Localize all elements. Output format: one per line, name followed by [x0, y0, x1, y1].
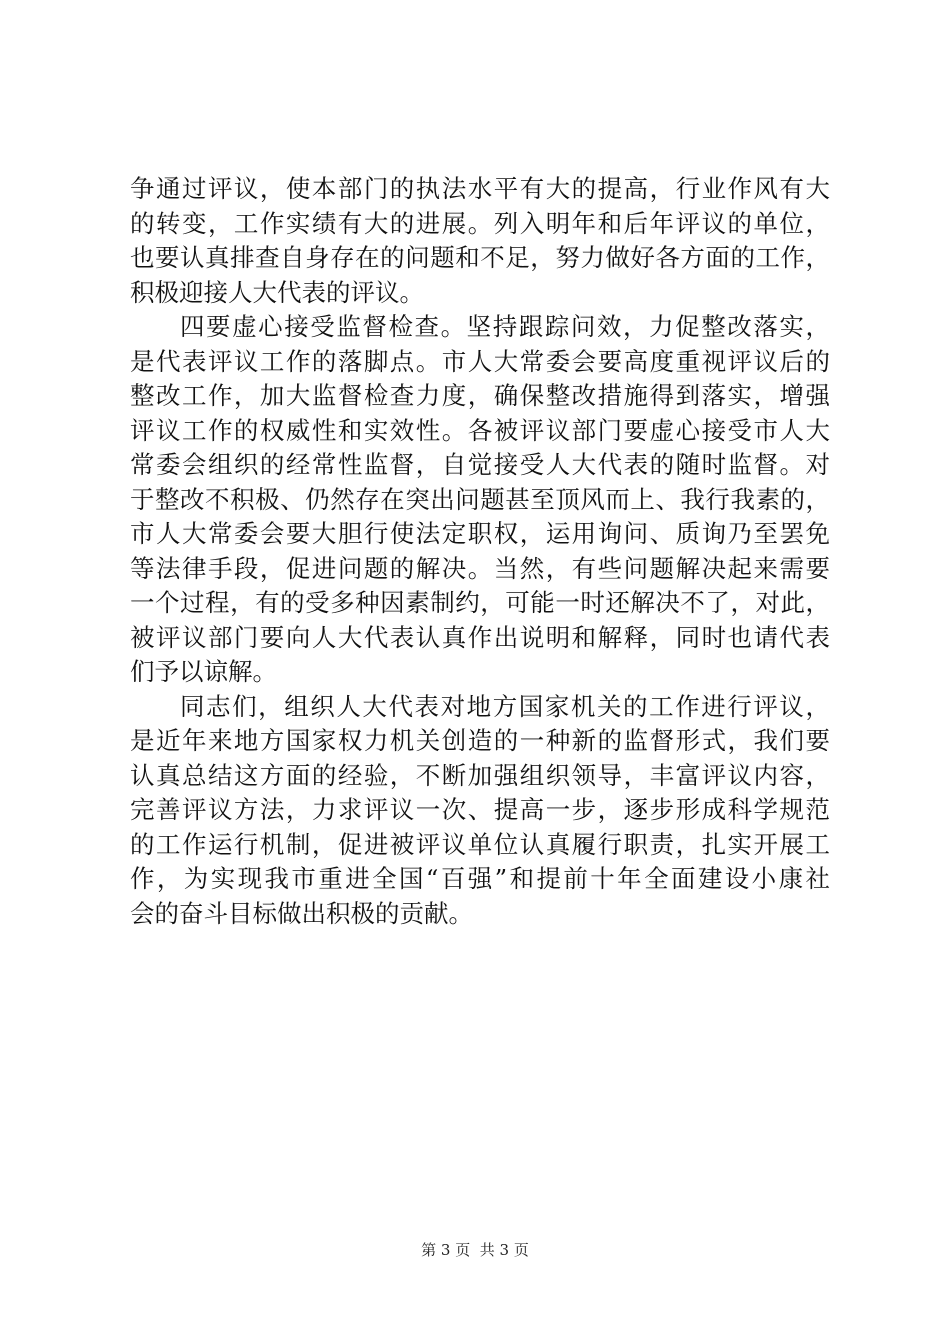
text-line: 四要虚心接受监督检查。坚持跟踪问效，力促整改落实，	[180, 312, 830, 341]
text-line: 的工作运行机制，促进被评议单位认真履行职责，扎实开展工	[130, 829, 830, 859]
text-line: 同志们，组织人大代表对地方国家机关的工作进行评议，	[180, 691, 830, 721]
text-line: 争通过评议，使本部门的执法水平有大的提高，行业作风有大	[130, 174, 830, 203]
text-line: 们予以谅解。	[130, 657, 277, 686]
text-line: 认真总结这方面的经验，不断加强组织领导，丰富评议内容，	[130, 760, 830, 790]
text-line: 完善评议方法，力求评议一次、提高一步，逐步形成科学规范	[130, 795, 830, 824]
text-line: 等法律手段，促进问题的解决。当然，有些问题解决起来需要	[130, 553, 830, 583]
text-line: 被评议部门要向人大代表认真作出说明和解释，同时也请代表	[130, 622, 830, 652]
text-line: 是代表评议工作的落脚点。市人大常委会要高度重视评议后的	[130, 346, 830, 376]
text-line: 会的奋斗目标做出积极的贡献。	[130, 898, 473, 928]
text-line: 整改工作，加大监督检查力度，确保整改措施得到落实，增强	[130, 381, 830, 410]
text-line: 的转变，工作实绩有大的进展。列入明年和后年评议的单位，	[130, 208, 830, 238]
text-line: 也要认真排查自身存在的问题和不足，努力做好各方面的工作，	[130, 243, 830, 272]
text-line: 市人大常委会要大胆行使法定职权，运用询问、质询乃至罢免	[130, 519, 830, 548]
text-line: 常委会组织的经常性监督，自觉接受人大代表的随时监督。对	[130, 450, 830, 479]
page-footer: 第 3 页 共 3 页	[421, 1241, 529, 1259]
text-line: 是近年来地方国家权力机关创造的一种新的监督形式，我们要	[130, 726, 830, 755]
text-line: 于整改不积极、仍然存在突出问题甚至顶风而上、我行我素的，	[130, 484, 830, 514]
text-line: 作，为实现我市重进全国“百强”和提前十年全面建设小康社	[130, 864, 830, 893]
text-line: 积极迎接人大代表的评议。	[130, 277, 424, 307]
text-line: 一个过程，有的受多种因素制约，可能一时还解决不了，对此，	[130, 588, 830, 617]
text-line: 评议工作的权威性和实效性。各被评议部门要虚心接受市人大	[130, 415, 830, 445]
body-text	[130, 172, 830, 931]
